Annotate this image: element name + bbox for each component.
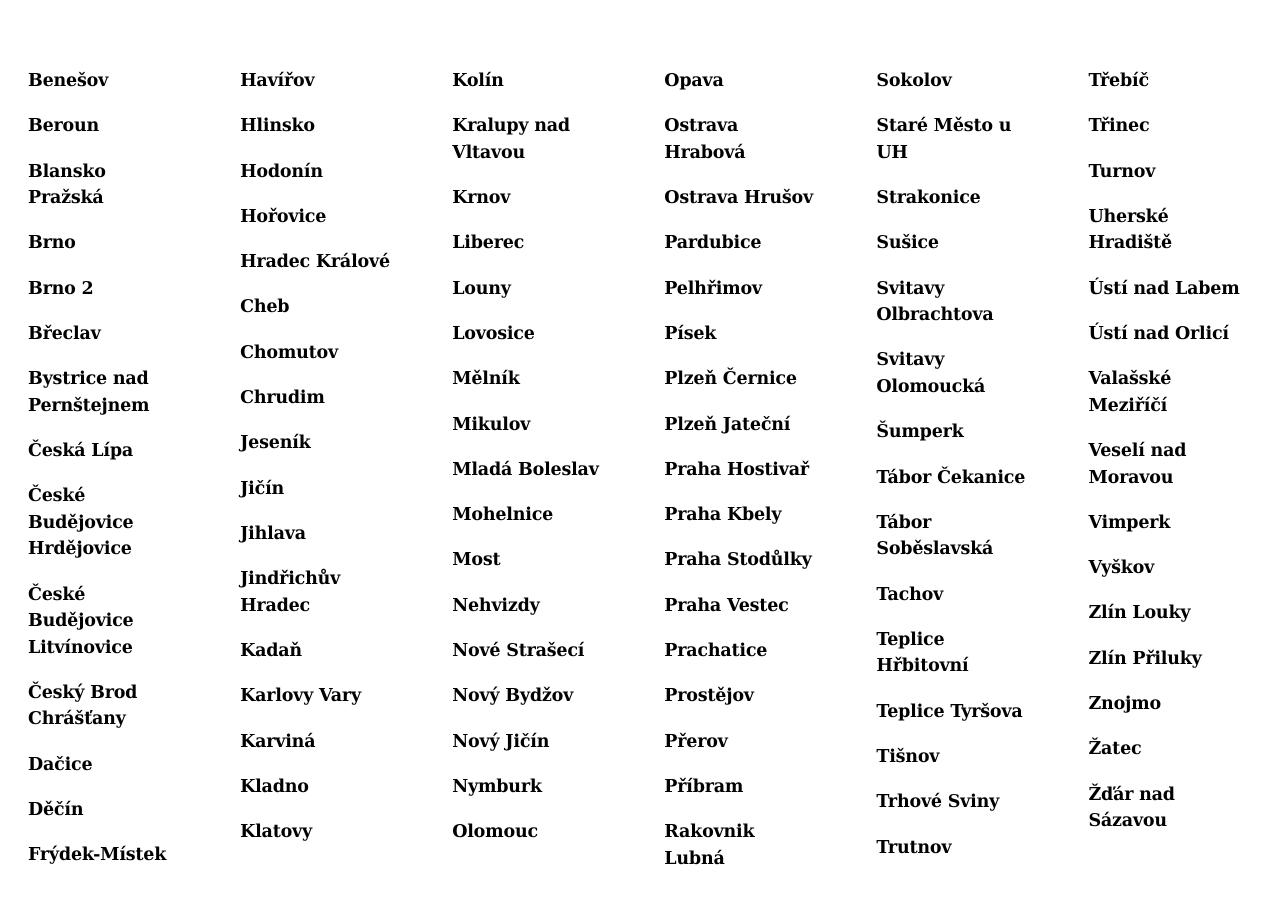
location-name-line: Nový Bydžov [452, 686, 574, 707]
location-item [452, 729, 664, 756]
location-item [452, 276, 664, 303]
location-name-line: Praha Kbely [664, 505, 782, 526]
location-name-line: Turnov [1088, 161, 1156, 182]
location-name-line: Zlín Louky [1088, 603, 1191, 624]
location-item [452, 502, 664, 529]
location-name-line: Krnov [452, 188, 511, 209]
location-item [240, 521, 452, 548]
location-item [28, 230, 240, 257]
location-item [664, 366, 876, 393]
location-name-line: Louny [452, 278, 511, 299]
location-item [876, 185, 1088, 212]
location-item [240, 385, 452, 412]
location-item [28, 438, 240, 465]
location-item [28, 366, 240, 419]
location-item [876, 582, 1088, 609]
location-name-line: Tišnov [876, 747, 940, 768]
location-name-line: Pelhřimov [664, 278, 762, 299]
location-item [664, 113, 876, 166]
location-name-line: Nehvizdy [452, 595, 540, 616]
location-name-line: Třinec [1088, 116, 1150, 137]
location-name-line: Jičín [240, 478, 285, 499]
location-item [28, 582, 240, 662]
location-item [664, 683, 876, 710]
location-item [240, 159, 452, 186]
location-item [452, 230, 664, 257]
location-name-line: Budějovice [28, 512, 134, 533]
location-item [452, 366, 664, 393]
location-name-line: Bystrice nad [28, 369, 149, 390]
location-item [876, 744, 1088, 771]
location-item [240, 819, 452, 846]
location-item [876, 835, 1088, 862]
location-name-line: Sušice [876, 233, 939, 254]
location-column [28, 68, 240, 891]
location-name-line: Tábor [876, 512, 932, 533]
location-item [664, 729, 876, 756]
location-item [876, 68, 1088, 95]
location-item [240, 249, 452, 276]
location-name-line: Soběslavská [876, 539, 994, 560]
location-item [240, 638, 452, 665]
location-column [876, 68, 1088, 891]
location-item [452, 113, 664, 166]
location-item [452, 321, 664, 348]
location-name-line: České [28, 584, 86, 605]
location-name-line: Valašské [1088, 369, 1172, 390]
location-name-line: Rakovnik [664, 822, 755, 843]
location-item [240, 683, 452, 710]
location-name-line: Žatec [1088, 739, 1142, 760]
location-name-line: Vltavou [452, 142, 526, 163]
location-name-line: Ostrava Hrušov [664, 188, 813, 209]
location-name-line: Klatovy [240, 822, 312, 843]
location-name-line: Hrdějovice [28, 539, 132, 560]
location-item [876, 510, 1088, 563]
location-name-line: Pernštejnem [28, 395, 150, 416]
location-item [876, 276, 1088, 329]
location-name-line: Teplice Tyršova [876, 701, 1023, 722]
location-name-line: Chrudim [240, 388, 325, 409]
location-item [876, 627, 1088, 680]
location-name-line: Pražská [28, 188, 104, 209]
location-item [240, 476, 452, 503]
location-name-line: Brno [28, 233, 76, 254]
location-name-line: Kolín [452, 71, 504, 91]
location-item [28, 842, 240, 869]
location-name-line: Mladá Boleslav [452, 459, 599, 480]
location-name-line: Hlinsko [240, 116, 315, 137]
location-name-line: Lovosice [452, 323, 535, 344]
location-name-line: Znojmo [1088, 694, 1161, 715]
location-name-line: Hradiště [1088, 233, 1172, 254]
location-name-line: Jihlava [240, 523, 306, 544]
location-name-line: Vyškov [1088, 558, 1155, 579]
location-item [1088, 782, 1268, 835]
location-name-line: Trhové Sviny [876, 792, 1000, 813]
location-item [876, 347, 1088, 400]
location-column [1088, 68, 1268, 891]
location-item [452, 412, 664, 439]
location-item [28, 276, 240, 303]
location-name-line: Český Brod [28, 682, 138, 703]
location-item [240, 774, 452, 801]
location-item [240, 294, 452, 321]
location-item [876, 789, 1088, 816]
location-name-line: Budějovice [28, 611, 134, 632]
location-item [28, 113, 240, 140]
location-item [28, 680, 240, 733]
location-name-line: Mikulov [452, 414, 531, 435]
location-item [28, 68, 240, 95]
location-item [452, 593, 664, 620]
location-name-line: Plzeň Černice [664, 369, 797, 390]
location-name-line: Vimperk [1088, 512, 1171, 533]
location-item [664, 185, 876, 212]
location-item [28, 321, 240, 348]
location-item [1088, 555, 1268, 582]
location-name-line: Nové Strašecí [452, 641, 585, 662]
location-name-line: Sokolov [876, 71, 952, 91]
location-item [876, 230, 1088, 257]
location-item [240, 68, 452, 95]
location-name-line: Praha Hostivař [664, 459, 809, 480]
location-name-line: Nový Jičín [452, 731, 550, 752]
location-item [1088, 366, 1268, 419]
location-name-line: Prachatice [664, 641, 768, 662]
location-name-line: Frýdek-Místek [28, 845, 167, 866]
location-item [240, 566, 452, 619]
location-column [664, 68, 876, 891]
location-name-line: Písek [664, 323, 717, 344]
location-item [1088, 510, 1268, 537]
location-name-line: Staré Město u [876, 116, 1012, 137]
location-name-line: Karlovy Vary [240, 686, 361, 707]
location-name-line: Hřbitovní [876, 656, 969, 677]
location-name-line: UH [876, 142, 908, 163]
location-name-line: Praha Vestec [664, 595, 789, 616]
location-name-line: Jindřichův [240, 569, 341, 590]
location-name-line: Brno 2 [28, 278, 94, 299]
location-name-line: Břeclav [28, 323, 101, 344]
location-name-line: Ostrava [664, 116, 739, 137]
location-name-line: Hodonín [240, 161, 323, 182]
location-item [1088, 204, 1268, 257]
location-name-line: Most [452, 550, 501, 571]
location-item [1088, 159, 1268, 186]
location-name-line: Ústí nad Labem [1088, 278, 1240, 299]
location-item [240, 340, 452, 367]
location-name-line: Olomoucká [876, 376, 986, 397]
location-name-line: Havířov [240, 71, 315, 91]
location-item [876, 419, 1088, 446]
location-name-line: Uherské [1088, 206, 1169, 227]
location-item [452, 185, 664, 212]
location-item [240, 430, 452, 457]
location-item [1088, 691, 1268, 718]
location-name-line: Meziříčí [1088, 395, 1168, 416]
location-name-line: Třebíč [1088, 71, 1149, 91]
location-item [452, 638, 664, 665]
location-item [452, 547, 664, 574]
location-item [1088, 113, 1268, 140]
location-item [876, 113, 1088, 166]
location-name-line: Trutnov [876, 837, 952, 858]
location-item [1088, 600, 1268, 627]
location-item [452, 683, 664, 710]
location-column [452, 68, 664, 891]
location-name-line: Zlín Přiluky [1088, 648, 1202, 669]
location-name-line: Mohelnice [452, 505, 554, 526]
location-item [664, 68, 876, 95]
location-item [28, 752, 240, 779]
location-name-line: Chomutov [240, 342, 338, 363]
location-item [240, 729, 452, 756]
location-item [664, 774, 876, 801]
location-name-line: Veselí nad [1088, 441, 1187, 462]
location-name-line: Prostějov [664, 686, 754, 707]
location-name-line: Hořovice [240, 206, 327, 227]
location-name-line: Kadaň [240, 641, 302, 662]
location-name-line: Dačice [28, 754, 93, 775]
location-name-line: Karviná [240, 731, 316, 752]
location-name-line: Strakonice [876, 188, 981, 209]
location-name-line: Praha Stodůlky [664, 550, 812, 571]
location-name-line: Tachov [876, 584, 944, 605]
location-name-line: Pardubice [664, 233, 762, 254]
location-name-line: Beroun [28, 116, 100, 137]
location-item [240, 204, 452, 231]
location-name-line: Blansko [28, 161, 106, 182]
location-name-line: Nymburk [452, 776, 542, 797]
location-item [664, 638, 876, 665]
location-item [240, 113, 452, 140]
location-item [664, 321, 876, 348]
location-name-line: Děčín [28, 800, 84, 821]
location-item [664, 457, 876, 484]
location-item [664, 502, 876, 529]
location-name-line: Svitavy [876, 350, 945, 371]
location-name-line: Svitavy [876, 278, 945, 299]
location-name-line: Příbram [664, 776, 744, 797]
location-name-line: Hradec Králové [240, 252, 390, 273]
location-name-line: Chrášťany [28, 709, 126, 730]
location-item [664, 819, 876, 872]
location-item [1088, 736, 1268, 763]
location-item [28, 483, 240, 563]
location-item [664, 230, 876, 257]
location-name-line: Olbrachtova [876, 305, 994, 326]
location-name-line: Jeseník [240, 433, 311, 454]
location-item [876, 699, 1088, 726]
location-item [1088, 646, 1268, 673]
location-name-line: Lubná [664, 848, 725, 869]
location-name-line: Hrabová [664, 142, 746, 163]
location-item [664, 547, 876, 574]
location-item [452, 819, 664, 846]
location-item [452, 457, 664, 484]
location-name-line: Olomouc [452, 822, 538, 843]
location-name-line: Mělník [452, 369, 520, 390]
location-item [28, 159, 240, 212]
location-item [1088, 438, 1268, 491]
location-name-line: Liberec [452, 233, 525, 254]
location-name-line: Šumperk [876, 422, 964, 443]
location-name-line: Opava [664, 71, 724, 91]
location-item [876, 465, 1088, 492]
location-item [452, 774, 664, 801]
location-item [664, 593, 876, 620]
location-name-line: Plzeň Jateční [664, 414, 791, 435]
location-name-line: Teplice [876, 629, 945, 650]
location-name-line: Litvínovice [28, 637, 133, 658]
location-item [28, 797, 240, 824]
location-item [1088, 321, 1268, 348]
location-column [240, 68, 452, 891]
location-name-line: Benešov [28, 71, 109, 91]
location-name-line: Žďár nad [1088, 784, 1175, 805]
location-name-line: Tábor Čekanice [876, 467, 1026, 488]
location-list [28, 68, 1268, 891]
location-item [1088, 276, 1268, 303]
location-name-line: Přerov [664, 731, 728, 752]
location-name-line: Cheb [240, 297, 290, 318]
location-name-line: Moravou [1088, 467, 1174, 488]
location-name-line: Česká Lípa [28, 441, 133, 462]
location-name-line: České [28, 486, 86, 507]
location-item [664, 276, 876, 303]
location-name-line: Kralupy nad [452, 116, 570, 137]
location-item [1088, 68, 1268, 95]
location-name-line: Sázavou [1088, 811, 1167, 832]
location-item [452, 68, 664, 95]
location-name-line: Hradec [240, 595, 311, 616]
location-name-line: Ústí nad Orlicí [1088, 323, 1229, 344]
location-item [664, 412, 876, 439]
location-name-line: Kladno [240, 776, 309, 797]
